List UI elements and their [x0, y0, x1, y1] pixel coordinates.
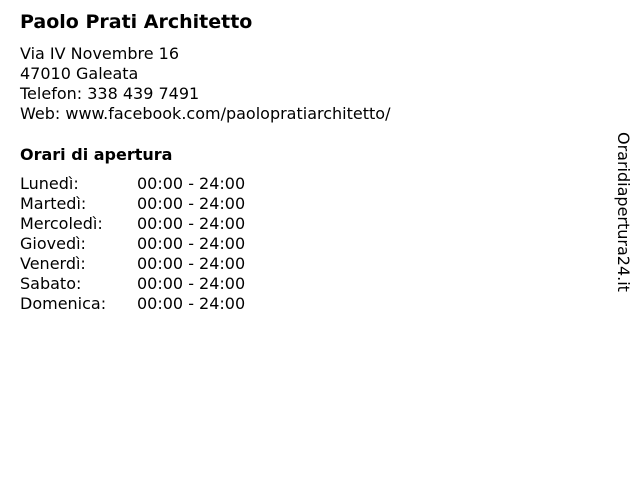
time-range: 00:00 - 24:00 — [137, 174, 246, 193]
day-label: Giovedì: — [20, 234, 86, 253]
time-range: 00:00 - 24:00 — [137, 194, 246, 213]
address-block — [20, 44, 390, 124]
day-label: Mercoledì: — [20, 214, 103, 233]
opening-hours-heading: Orari di apertura — [20, 145, 173, 164]
time-range: 00:00 - 24:00 — [137, 274, 246, 293]
time-range: 00:00 - 24:00 — [137, 294, 246, 313]
day-label: Martedì: — [20, 194, 87, 213]
time-range: 00:00 - 24:00 — [137, 214, 246, 233]
hours-row-friday — [20, 254, 245, 274]
city-address: 47010 Galeata — [20, 64, 139, 83]
website-link[interactable]: Web: www.facebook.com/paolopratiarchitetto/ — [20, 104, 391, 123]
hours-row-wednesday — [20, 214, 245, 234]
opening-hours-list — [20, 174, 245, 314]
site-brand-vertical: Oraridiapertura24.it — [614, 132, 633, 292]
phone-number[interactable]: Telefon: 338 439 7491 — [20, 84, 200, 103]
business-name: Paolo Prati Architetto — [20, 11, 253, 33]
time-range: 00:00 - 24:00 — [137, 254, 246, 273]
hours-row-tuesday — [20, 194, 245, 214]
hours-row-monday — [20, 174, 245, 194]
street-address: Via IV Novembre 16 — [20, 44, 180, 63]
hours-row-thursday — [20, 234, 245, 254]
hours-row-sunday — [20, 294, 245, 314]
hours-row-saturday — [20, 274, 245, 294]
day-label: Venerdì: — [20, 254, 86, 273]
day-label: Lunedì: — [20, 174, 79, 193]
day-label: Domenica: — [20, 294, 107, 313]
time-range: 00:00 - 24:00 — [137, 234, 246, 253]
day-label: Sabato: — [20, 274, 82, 293]
